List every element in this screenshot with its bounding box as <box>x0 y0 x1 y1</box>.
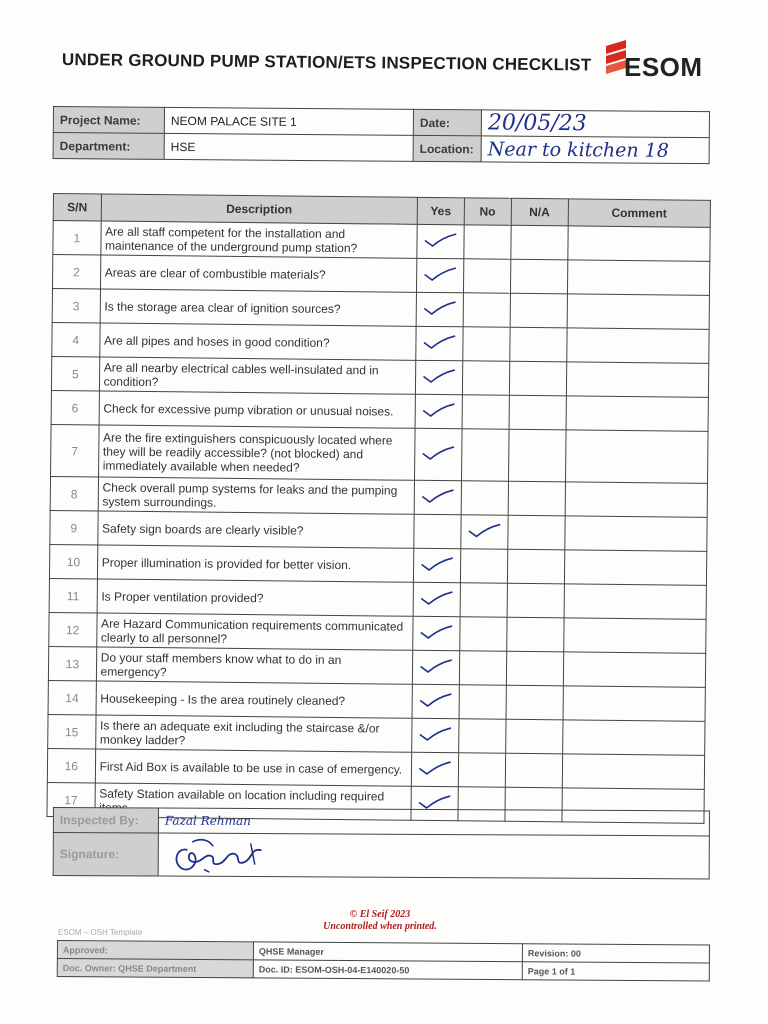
checklist-no-cell <box>464 225 511 259</box>
checklist-comment-cell <box>562 754 705 789</box>
col-sn: S/N <box>53 194 101 221</box>
checklist-comment-cell <box>563 686 706 721</box>
page-number-label: Page 1 of 1 <box>522 962 709 981</box>
checklist-description: Are Hazard Communication requirements communicated clearly to all personnel? <box>96 613 413 650</box>
checklist-sn: 7 <box>51 424 99 476</box>
checklist-no-cell <box>460 617 507 651</box>
checklist-no-cell <box>461 481 508 515</box>
checklist-yes-cell <box>412 718 459 752</box>
checklist-na-cell <box>507 583 564 618</box>
checklist-no-cell <box>462 361 509 395</box>
checklist-description: Safety Station available on location including required <box>95 783 412 820</box>
checklist-description: Do your staff members know what to do in an emergency? <box>96 647 413 684</box>
checklist-sn: 6 <box>51 390 99 424</box>
checklist-sn: 2 <box>52 255 100 289</box>
checklist-comment-cell <box>566 396 709 431</box>
department-label: Department: <box>53 133 164 160</box>
checklist-description: Proper illumination is provided for better vision. <box>97 545 414 582</box>
checklist-na-cell <box>509 395 566 430</box>
checklist-na-cell <box>505 753 562 788</box>
checklist-yes-cell <box>414 514 461 548</box>
checklist-no-cell <box>463 259 510 293</box>
checklist-description: Are all nearby electrical cables well-insulated and in condition? <box>99 357 416 394</box>
checkmark-icon <box>419 658 453 674</box>
checklist-yes-cell <box>412 684 459 718</box>
handwritten-signature <box>165 836 305 877</box>
checklist-yes-cell <box>415 394 462 428</box>
inspected-by-value: Fazal Rehman <box>158 808 709 836</box>
checklist-no-cell <box>461 429 508 481</box>
checklist-comment-cell <box>566 362 709 397</box>
checklist-comment-cell <box>568 226 711 261</box>
checkmark-icon <box>423 232 457 248</box>
checklist-sn: 13 <box>48 646 96 680</box>
checklist-no-cell <box>461 515 508 549</box>
checklist-na-cell <box>506 617 563 652</box>
checklist-yes-cell <box>415 360 462 394</box>
checkmark-icon <box>422 402 456 418</box>
col-yes: Yes <box>417 197 464 224</box>
checkmark-icon <box>420 556 454 572</box>
checklist-comment-cell <box>567 294 710 329</box>
checkmark-icon <box>419 692 453 708</box>
checklist-sn: 12 <box>49 612 97 646</box>
doc-owner-label: Doc. Owner: QHSE Department <box>57 959 253 978</box>
checklist-row <box>51 424 709 483</box>
project-name-value: NEOM PALACE SITE 1 <box>164 107 413 135</box>
checklist-yes-cell <box>413 548 460 582</box>
checkmark-icon <box>421 445 455 461</box>
checklist-description: First Aid Box is available to be use in case of emergency. <box>95 749 412 786</box>
checklist-description: Is there an adequate exit including the staircase &/or monkey ladder? <box>95 715 412 752</box>
checklist-comment-cell <box>566 328 709 363</box>
checklist-na-cell <box>506 651 563 686</box>
checkmark-icon <box>423 300 457 316</box>
checkmark-icon <box>467 522 501 538</box>
signoff-table <box>53 807 710 879</box>
checklist-yes-cell <box>415 428 462 480</box>
checklist-yes-cell <box>416 292 463 326</box>
checklist-yes-cell <box>416 258 463 292</box>
checklist-na-cell <box>507 515 564 550</box>
checklist-yes-cell <box>411 752 458 786</box>
esom-logo-text: ESOM <box>624 52 703 82</box>
checklist-na-cell <box>507 549 564 584</box>
checklist-na-cell <box>506 685 563 720</box>
checklist-no-cell <box>459 685 506 719</box>
checklist-sn: 17 <box>47 782 95 816</box>
col-comment: Comment <box>568 199 711 227</box>
checklist-sn: 3 <box>52 289 100 323</box>
col-na: N/A <box>511 198 568 226</box>
location-label: Location: <box>413 135 481 162</box>
checkmark-icon <box>421 488 455 504</box>
checklist-comment-cell <box>564 516 707 551</box>
col-description: Description <box>101 194 418 224</box>
checklist-comment-cell <box>565 482 708 517</box>
checklist-no-cell <box>460 549 507 583</box>
checkmark-icon <box>418 760 452 776</box>
checklist-description: Housekeeping - Is the area routinely cleaned? <box>96 681 413 718</box>
checklist-sn: 14 <box>48 680 96 714</box>
checklist-sn: 10 <box>49 544 97 578</box>
inspection-checklist-table <box>46 193 710 824</box>
checklist-yes-cell <box>413 582 460 616</box>
signature-label: Signature: <box>53 833 158 877</box>
location-value: Near to kitchen 18 <box>481 136 709 164</box>
checklist-yes-cell <box>412 650 459 684</box>
checklist-sn: 4 <box>52 322 100 356</box>
checkmark-icon <box>419 624 453 640</box>
checklist-na-cell <box>508 429 566 482</box>
checklist-description: Are the fire extinguishers conspicuously located where they will be readily accessible? (not blocked) and immediately available when needed? <box>98 425 415 480</box>
checklist-comment-cell <box>564 584 707 619</box>
checklist-no-cell <box>463 327 510 361</box>
checklist-description: Areas are clear of combustible materials? <box>100 255 417 292</box>
date-value: 20/05/23 <box>481 110 709 138</box>
checklist-description: Safety sign boards are clearly visible? <box>97 511 414 548</box>
checklist-description: Are all pipes and hoses in good condition? <box>99 323 416 360</box>
uncontrolled-notice <box>300 909 460 933</box>
checklist-comment-cell <box>567 260 710 295</box>
checklist-comment-cell <box>562 720 705 755</box>
checkmark-icon <box>418 726 452 742</box>
checkmark-icon <box>420 590 454 606</box>
approved-label: Approved: <box>57 941 253 960</box>
checklist-sn: 8 <box>50 476 98 510</box>
checklist-no-cell <box>458 719 505 753</box>
checklist-yes-cell <box>414 480 461 514</box>
col-no: No <box>464 198 511 225</box>
checklist-description: Are all staff competent for the installation and maintenance of the underground pump station? <box>100 221 417 258</box>
project-info-table <box>53 106 710 164</box>
checklist-description: Check for excessive pump vibration or unusual noises. <box>99 391 416 428</box>
template-label: ESOM – OSH Template <box>58 928 143 937</box>
checklist-na-cell <box>510 259 567 294</box>
checkmark-icon <box>422 368 456 384</box>
doc-id-label: Doc. ID: ESOM-OSH-04-E140020-50 <box>253 960 522 980</box>
uncontrolled-text: Uncontrolled when printed. <box>323 921 437 932</box>
checklist-description: Check overall pump systems for leaks and the pumping system surroundings. <box>98 477 415 514</box>
checkmark-icon <box>423 266 457 282</box>
esom-logo <box>598 36 723 86</box>
approver-role: QHSE Manager <box>253 942 522 962</box>
checklist-sn: 11 <box>49 578 97 612</box>
checklist-no-cell <box>462 395 509 429</box>
checklist-description: Is Proper ventilation provided? <box>97 579 414 616</box>
checklist-comment-cell <box>564 550 707 585</box>
document-title: UNDER GROUND PUMP STATION/ETS INSPECTION CHECKLIST <box>61 50 592 75</box>
checklist-body <box>47 221 710 824</box>
checkmark-icon <box>422 334 456 350</box>
checklist-description: Is the storage area clear of ignition sources? <box>100 289 417 326</box>
inspected-by-label: Inspected By: <box>53 808 158 834</box>
checklist-sn: 9 <box>50 510 98 544</box>
checklist-na-cell <box>509 327 566 362</box>
checklist-no-cell <box>460 583 507 617</box>
checklist-yes-cell <box>416 326 463 360</box>
checklist-no-cell <box>458 753 505 787</box>
checklist-comment-cell <box>563 652 706 687</box>
checkmark-icon <box>417 794 451 810</box>
checklist-na-cell <box>508 481 565 516</box>
checklist-na-cell <box>509 361 566 396</box>
checklist-comment-cell <box>565 430 708 483</box>
checklist-yes-cell <box>417 224 464 258</box>
checklist-sn: 15 <box>48 714 96 748</box>
checklist-yes-cell <box>413 616 460 650</box>
project-name-label: Project Name: <box>53 107 164 134</box>
checklist-sn: 1 <box>53 221 101 255</box>
revision-label: Revision: 00 <box>522 944 709 963</box>
checklist-no-cell <box>463 293 510 327</box>
date-label: Date: <box>413 109 481 136</box>
checklist-no-cell <box>459 651 506 685</box>
checklist-na-cell <box>505 719 562 754</box>
checklist-na-cell <box>510 225 567 260</box>
checklist-sn: 16 <box>47 748 95 782</box>
department-value: HSE <box>164 133 413 161</box>
checklist-comment-cell <box>563 618 706 653</box>
document-control-table <box>57 940 710 982</box>
checklist-sn: 5 <box>51 356 99 390</box>
signature-cell <box>158 833 709 879</box>
copyright-text: © El Seif 2023 <box>349 909 411 920</box>
checklist-na-cell <box>510 293 567 328</box>
